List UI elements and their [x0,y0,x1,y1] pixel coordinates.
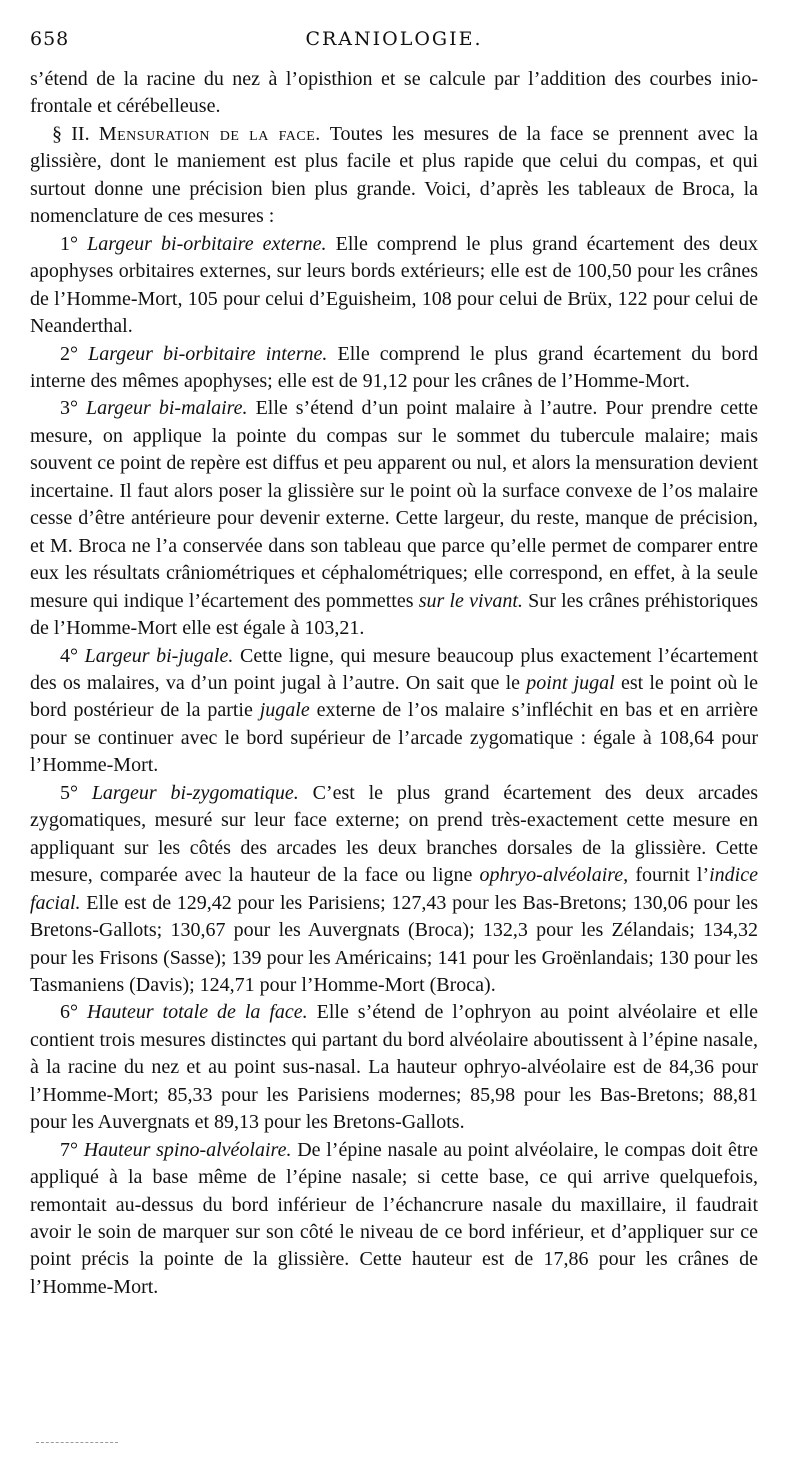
item-title: Hauteur spino-alvéolaire. [83,1138,292,1161]
measure-item-4 [30,643,758,780]
item-italic-text: ophryo-alvéolaire, [479,864,629,887]
item-title: Largeur bi-malaire. [86,397,248,420]
page-number: 658 [30,28,70,50]
item-text: Elle comprend le plus grand écartement du bord interne des mêmes apophyses; elle est de 91,12 pour les crânes de l’Homme-Mort. [30,342,759,392]
measure-item-1 [30,231,758,341]
paragraph-continuation [30,66,758,121]
item-title: Hauteur totale de la face. [86,1001,308,1024]
section-title: Mensuration de la face. [98,122,321,145]
item-number: 4° [60,644,78,667]
item-number: 6° [60,1001,78,1024]
item-text: externe de l’os malaire s’infléchit en bas et en arrière pour se continuer avec le bord supérieur de l’arcade zygomatique : égale à 108,64 pour l’Homme-Mort. [30,699,759,777]
item-italic-text: point jugal [526,671,615,694]
item-number: 2° [60,342,78,365]
item-number: 5° [60,781,78,804]
item-number: 3° [60,397,78,420]
paragraph-text: s’étend de la racine du nez à l’opisthion et se calcule par l’addition des courbes inio-frontale et cérébelleuse. [30,68,758,118]
item-text: Elle comprend le plus grand écartement des deux apophyses orbitaires externes, sur leurs bords extérieurs; elle est de 100,50 pour les crânes de l’Homme-Mort, 105 pour celui d’Eguisheim, 108 pour celui de Brüx, 122 pour celui de Neanderthal. [30,232,759,338]
page-body [30,66,758,1301]
section-number: § II. [52,122,90,145]
item-italic-text: indice facial. [30,864,758,914]
running-title: CRANIOLOGIE. [305,28,483,50]
item-italic-text: jugale [259,699,310,722]
section-mensuration-face [30,121,758,231]
page-header [30,28,758,56]
item-text: Elle s’étend d’un point malaire à l’autre. Pour prendre cette mesure, on applique la pointe du compas sur le sommet du tubercule malaire; mais souvent ce point de repère est diffus et peu apparent ou nul, et alors la mensuration devient incertaine. Il faut alors poser la glissière sur le point où la surface convexe de l’os malaire cesse d’être antérieure pour devenir externe. Cette largeur, du reste, manque de précision, et M. Broca ne l’a conservée dans son tableau que parce qu’elle permet de comparer entre eux les résultats crâniométriques et céphalométriques; elle correspond, en effet, à la seule mesure qui indique l’écartement des pommettes [30,397,759,612]
item-text: C’est le plus grand écartement des deux arcades zygomatiques, mesuré sur leur face externe; on prend très-exactement cette mesure en appliquant sur les côtés des arcades les deux branches dorsales de la glissière. Cette mesure, comparée avec la hauteur de la face ou ligne [30,781,758,887]
section-text: Toutes les mesures de la face se prennent avec la glissière, dont le maniement est plus facile et plus rapide que celui du compas, et qui surtout donne une précision bien plus grande. Voici, d’après les tableaux de Broca, la nomenclature de ces mesures : [30,122,759,228]
measure-item-3 [30,395,758,642]
measure-item-5 [30,780,758,1000]
item-title: Largeur bi-zygomatique. [91,781,299,804]
measure-item-2 [30,341,758,396]
item-number: 1° [60,232,78,255]
item-text: fournit l’ [635,864,710,887]
item-text: De l’épine nasale au point alvéolaire, le compas doit être appliqué à la base même de l’épine nasale; si cette base, ce qui arrive quelquefois, remontait au-dessus du bord inférieur de l’échancrure nasale du maxillaire, il faudrait avoir le soin de marquer sur son côté le niveau de ce bord inférieur, et d’appliquer sur ce point précis la pointe de la glissière. Cette hauteur est de 17,86 pour les crânes de l’Homme-Mort. [30,1138,758,1298]
item-text: Cette ligne, qui mesure beaucoup plus exactement l’écartement des os malaires, va d’un point jugal à l’autre. On sait que le [30,644,759,694]
item-title: Largeur bi-orbitaire interne. [88,342,328,365]
item-text: Sur les crânes préhistoriques de l’Homme-Mort elle est égale à 103,21. [30,589,759,640]
measure-item-7 [30,1137,758,1302]
item-text: Elle s’étend de l’ophryon au point alvéolaire et elle contient trois mesures distinctes qui partant du bord alvéolaire aboutissent à l’épine nasale, à la racine du nez et au point sus-nasal. La hauteur ophryo-alvéolaire est de 84,36 pour l’Homme-Mort; 85,33 pour les Parisiens modernes; 85,98 pour les Bas-Bretons; 88,81 pour les Auvergnats et 89,13 pour les Bretons-Gallots. [30,1001,759,1134]
item-text: Elle est de 129,42 pour les Parisiens; 127,43 pour les Bas-Bretons; 130,06 pour les Bretons-Gallots; 130,67 pour les Auvergnats (Broca); 132,3 pour les Zélandais; 134,32 pour les Frisons (Sasse); 139 pour les Américains; 141 pour les Groënlandais; 130 pour les Tasmaniens (Davis); 124,71 pour l’Homme-Mort (Broca). [30,891,759,996]
item-text: est le point où le bord postérieur de la partie [30,671,759,722]
item-number: 7° [60,1138,78,1161]
item-title: Largeur bi-orbitaire externe. [87,232,327,255]
measure-item-6 [30,999,758,1136]
footer-rule [36,1442,118,1443]
item-title: Largeur bi-jugale. [84,644,234,667]
item-italic-text: sur le vivant. [418,589,523,612]
